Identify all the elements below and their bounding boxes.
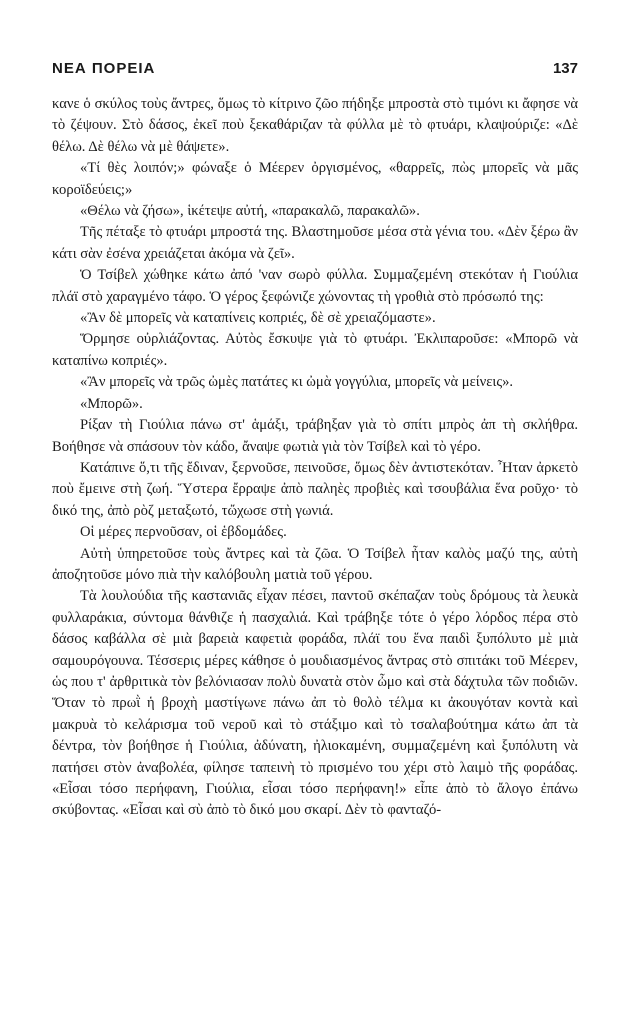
paragraph: «Μπορῶ». xyxy=(80,395,143,412)
paragraph: «Ἂν δὲ μπορεῖς νὰ καταπίνεις κοπριές, δὲ σὲ χρειαζόμαστε». xyxy=(80,310,436,327)
paragraph: Ὅρμησε οὐρλιάζοντας. Αὐτὸς ἔσκυψε γιὰ τὸ φτυάρι. Ἐκλιπαροῦσε: «Μπορῶ νὰ καταπίνω κοπριές». xyxy=(52,331,578,369)
paragraph: «Τί θὲς λοιπόν;» φώναξε ὁ Μέερεν ὀργισμένος, «θαρρεῖς, πὼς μπορεῖς νὰ μᾶς κοροϊδεύεις;» xyxy=(52,160,578,198)
paragraph: Τὰ λουλούδια τῆς καστανιᾶς εἶχαν πέσει, παντοῦ σκέπαζαν τοὺς δρόμους τὰ λευκὰ φυλλαράκια, σύντομα θάνθιζε ἡ πασχαλιά. Καὶ τράβηξε τότε ὁ γέρο λόρδος πέρα στὸ δάσος καβάλλα σὲ μιὰ βαρειὰ καφετιὰ φοράδα, πλάϊ του ἕνα παιδὶ ξυπόλυτο μὲ μιὰ σαμουρόγουνα. Τέσσερις μέρες κάθησε ὁ μουδιασμένος ἄντρας στὸ σπιτάκι τοῦ Μέερεν, ὡς που τ' ἀρθριτικὰ τὸν βελόνιασαν πολὺ δυνατὰ στὸν ὦμο καὶ στὰ δάχτυλα τῶν ποδιῶν. Ὅταν τὸ πρωῒ ἡ βροχὴ μαστίγωνε πάνω ἀπ τὸ θολὸ τέλμα κι ἀκουγόταν κοντὰ καὶ μακρυὰ τὸ κελάρισμα τοῦ νεροῦ καὶ τὸ στάξιμο καὶ τὸ τσαλαβούτημα κάτω ἀπ τὰ δέντρα, τὸν βοήθησε ἡ Γιούλια, ἀδύνατη, ἠλιοκαμένη, συμμαζεμένη καὶ ξυπόλυτη νὰ πατήσει στὸν ἀναβολέα, φίλησε ταπεινὴ τὸ πρισμένο του χέρι στὸ λαιμὸ τῆς φοράδας. «Εἶσαι τόσο περήφανη, Γιούλια, εἶσαι τόσο περήφανη!» εἶπε ἀπὸ τὸ ἄλογο ἐπάνω σκύβοντας. «Εἶσαι καὶ σὺ ἀπὸ τὸ δικό μου σκαρί. Δὲν τὸ φανταζό- xyxy=(52,588,578,819)
page-header xyxy=(52,60,578,86)
book-page xyxy=(52,60,578,822)
paragraph: Ὁ Τσίβελ χώθηκε κάτω ἀπό 'ναν σωρὸ φύλλα. Συμμαζεμένη στεκόταν ἡ Γιούλια πλάϊ στὸ χαραγμένο τάφο. Ὁ γέρος ξεφώνιζε χώνοντας τὴ γροθιὰ στὸ πρόσωπό της: xyxy=(52,267,578,305)
paragraph: Κατάπινε ὅ,τι τῆς ἔδιναν, ξερνοῦσε, πεινοῦσε, ὅμως δὲν ἀντιστεκόταν. Ἦταν ἀρκετὸ ποὺ ἔμεινε στὴ ζωή. Ὕστερα ἔρραψε ἀπὸ παληὲς προβιὲς καὶ τσουβάλια ἕνα ροῦχο· τὸ δικό της, ἀπὸ ρὸζ μεταξωτό, τὤχωσε στὴ γωνιά. xyxy=(52,459,578,519)
paragraph: κανε ὁ σκύλος τοὺς ἄντρες, ὅμως τὸ κίτρινο ζῶο πήδηξε μπροστὰ στὸ τιμόνι κι ἄφησε νὰ τὸ ζέψουν. Στὸ δάσος, ἐκεῖ ποὺ ξεκαθάριζαν τὰ φύλλα μὲ τὸ φτυάρι, κλαψούριζε: «Δὲ θέλω. Δὲ θέλω νὰ μὲ θάψετε». xyxy=(52,96,578,155)
page-number: 137 xyxy=(552,60,578,77)
paragraph: Τῆς πέταξε τὸ φτυάρι μπροστά της. Βλαστημοῦσε μέσα στὰ γένια του. «Δὲν ξέρω ἂν κάτι σὰν ἐσένα χρειάζεται ἀκόμα νὰ ζεῖ». xyxy=(52,224,578,262)
paragraph: «Θέλω νὰ ζήσω», ἱκέτεψε αὐτή, «παρακαλῶ, παρακαλῶ». xyxy=(80,203,420,220)
paragraph: Αὐτὴ ὑπηρετοῦσε τοὺς ἄντρες καὶ τὰ ζῶα. Ὁ Τσίβελ ἦταν καλὸς μαζύ της, αὐτὴ ἀποζητοῦσε μόνο πιὰ τὴν καλόβουλη ματιὰ τοῦ γέρου. xyxy=(52,545,578,583)
body-text xyxy=(52,94,578,822)
paragraph: Οἱ μέρες περνοῦσαν, οἱ ἑβδομάδες. xyxy=(80,524,287,541)
running-title: ΝΕΑ ΠΟΡΕΙΑ xyxy=(52,60,156,77)
paragraph: Ρίξαν τὴ Γιούλια πάνω στ' ἁμάξι, τράβηξαν γιὰ τὸ σπίτι μπρὸς ἀπ τὴ σκλήθρα. Βοήθησε νὰ σπάσουν τὸν κάδο, ἄναψε φωτιὰ γιὰ τὸν Τσίβελ καὶ τὸ γέρο. xyxy=(52,417,578,455)
paragraph: «Ἂν μπορεῖς νὰ τρῶς ὠμὲς πατάτες κι ὠμὰ γογγύλια, μπορεῖς νὰ μείνεις». xyxy=(80,374,514,391)
